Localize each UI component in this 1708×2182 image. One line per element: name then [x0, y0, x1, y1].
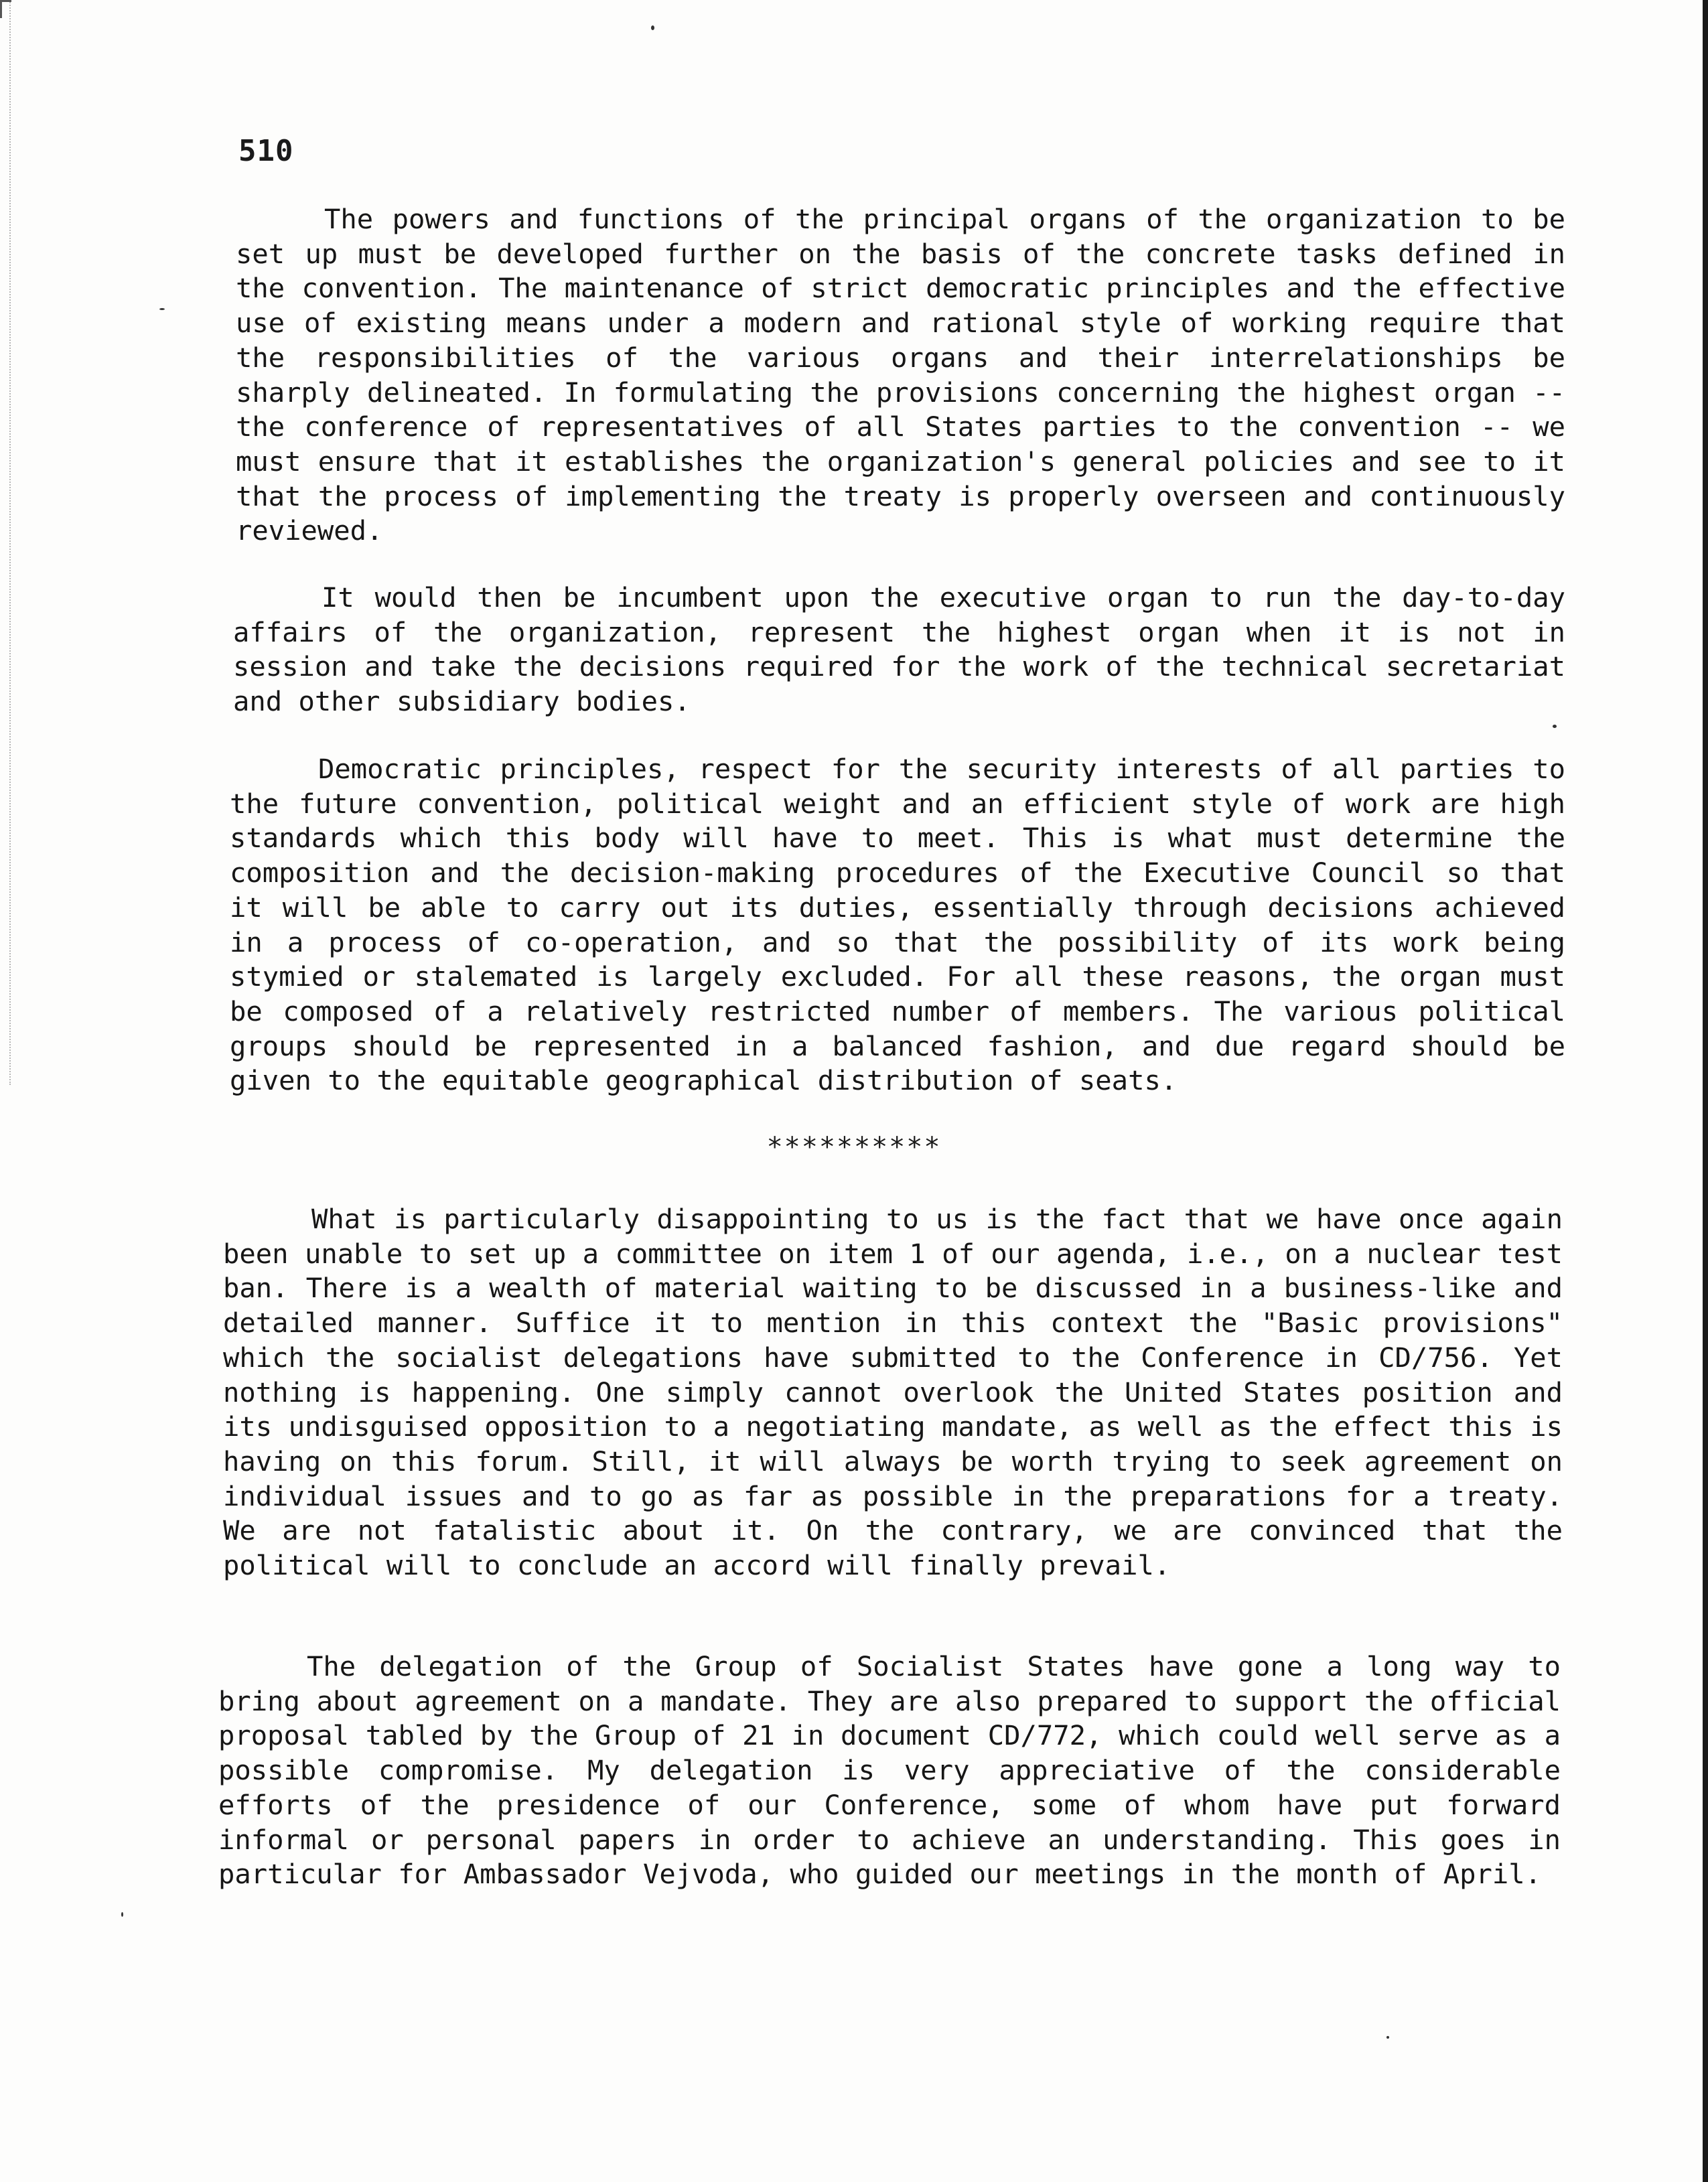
- paragraph-organs-powers: [236, 202, 1565, 549]
- scan-speck: [1386, 2036, 1389, 2039]
- paragraph-democratic-principles: [230, 752, 1565, 1098]
- paragraph-text: What is particularly disappointing to us is the fact that we have once again been unable to set up a committee on item 1 of our agenda, i.e., on a nuclear test ban. There is a wealth of material waiting to be discussed in a business-like and detailed manner. Suffice it to mention in this context the "Basic provisions" which the socialist delegations have submitted to the Conference in CD/756. Yet nothing is happening. One simply cannot overlook the United States position and its undisguised opposition to a negotiating mandate, as well as the effect this is having on this forum. Still, it will always be worth trying to seek agreement on individual issues and to go as far as possible in the preparations for a treaty. We are not fatalistic about it. On the contrary, we are convinced that the political will to conclude an accord will finally prevail.: [223, 1203, 1563, 1582]
- scan-speck: [1553, 725, 1557, 728]
- scan-speck: [121, 1912, 123, 1917]
- paragraph-test-ban: [223, 1202, 1563, 1583]
- paragraph-text: The delegation of the Group of Socialist States have gone a long way to bring about agreement on a mandate. They are also prepared to support the official proposal tabled by the Group of 21 in document CD/772, which could well serve as a possible compromise. My delegation is very appreciative of the considerable efforts of the presidence of our Conference, some of whom have put forward informal or personal papers in order to achieve an understanding. This goes in particular for Ambassador Vejvoda, who guided our meetings in the month of April.: [218, 1650, 1561, 1891]
- paragraph-text: Democratic principles, respect for the security interests of all parties to the future convention, political weight and an efficient style of work are high standards which this body will have to meet. This is what must determine the composition and the decision-making procedures of the Executive Council so that it will be able to carry out its duties, essentially through decisions achieved in a process of co-operation, and so that the possibility of its work being stymied or stalemated is largely excluded. For all these reasons, the organ must be composed of a relatively restricted number of members. The various political groups should be represented in a balanced fashion, and due regard should be given to the equitable geographical distribution of seats.: [230, 753, 1565, 1097]
- page-corner-mark: [0, 0, 11, 18]
- page-right-edge: [1703, 0, 1708, 2182]
- page-number: 510: [238, 134, 294, 168]
- paragraph-text: It would then be incumbent upon the executive organ to run the day-to-day affairs of the organization, represent the highest organ when it is not in session and take the decisions required for the work of the technical secretariat and other subsidiary bodies.: [233, 581, 1565, 718]
- scan-speck: [159, 308, 165, 310]
- page-left-edge: [0, 0, 11, 1085]
- paragraph-text: The powers and functions of the principal organs of the organization to be set up must be developed further on the basis of the concrete tasks defined in the convention. The maintenance of strict democratic principles and the effective use of existing means under a modern and rational style of working require that the responsibilities of the various organs and their interrelationships be sharply delineated. In formulating the provisions concerning the highest organ -- the conference of representatives of all States parties to the convention -- we must ensure that it establishes the organization's general policies and see to it that the process of implementing the treaty is properly overseen and continuously reviewed.: [236, 203, 1565, 547]
- section-separator: **********: [766, 1132, 942, 1163]
- paragraph-socialist-states: [218, 1650, 1561, 1892]
- paragraph-executive-organ: [233, 581, 1565, 719]
- scan-speck: [651, 25, 654, 30]
